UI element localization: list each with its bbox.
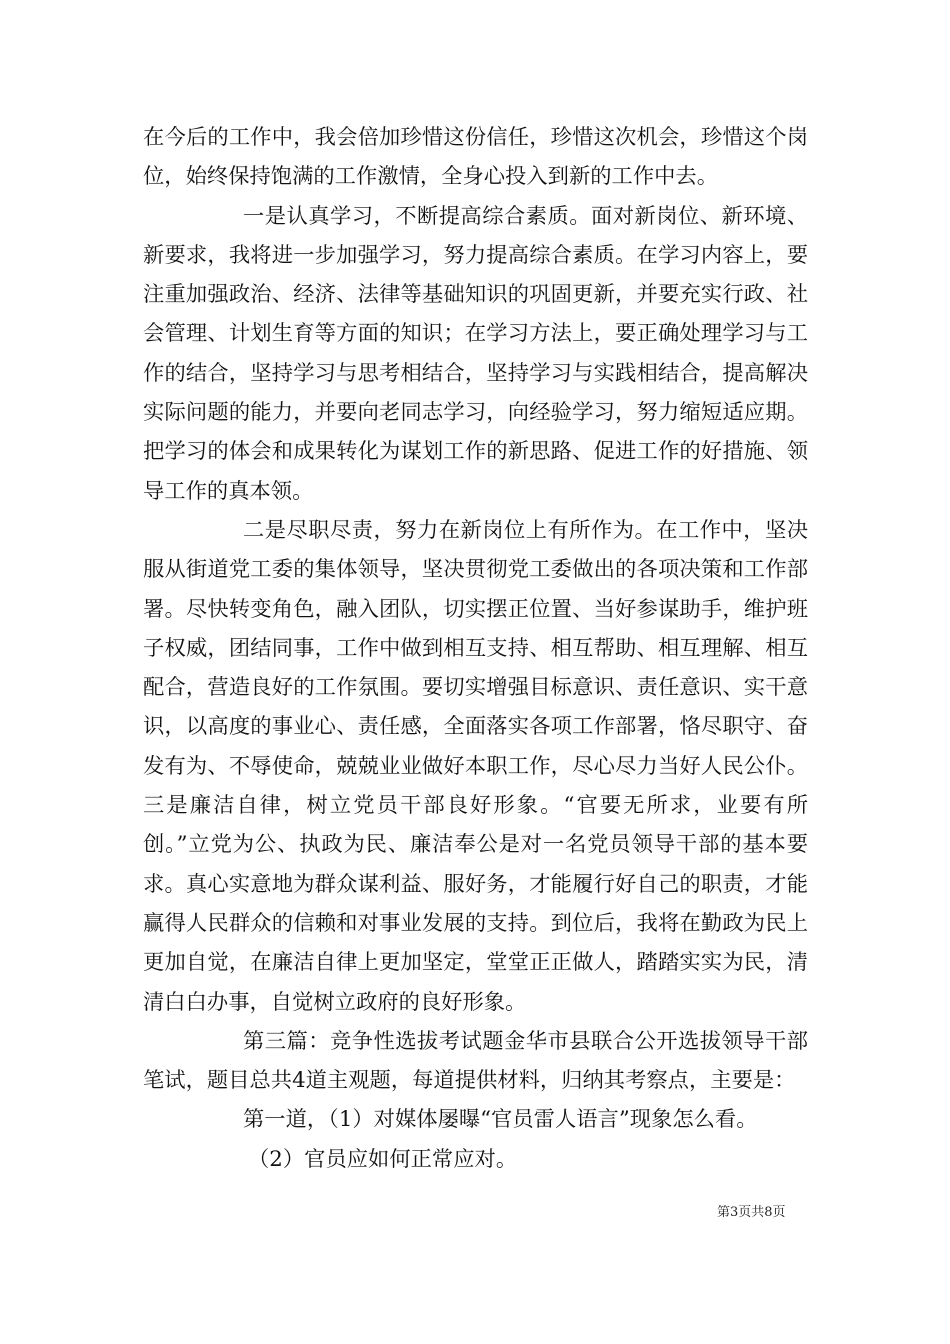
paragraph-question-one-part-two: （2）官员应如何正常应对。	[248, 1146, 518, 1172]
paragraph-study: 一是认真学习，不断提高综合素质。面对新岗位、新环境、新要求，我将进一步加强学习，努力提高综合素质。在学习内容上，要注重加强政治、经济、法律等基础知识的巩固更新，并要充实行政、社会管理、计划生育等方面的知识；在学习方法上，要正确处理学习与工作的结合，坚持学习与思考相结合，坚持学习与实践相结合，提高解决实际问题的能力，并要向老同志学习，向经验学习，努力缩短适应期。把学习的体会和成果转化为谋划工作的新思路、促进工作的好措施、领导工作的真本领。	[143, 203, 808, 504]
document-body	[143, 118, 808, 1179]
paragraph-question-one: 第一道，（1）对媒体屡曝“官员雷人语言”现象怎么看。	[243, 1107, 758, 1133]
paragraph-cherish-trust: 在今后的工作中，我会倍加珍惜这份信任，珍惜这次机会，珍惜这个岗位，始终保持饱满的工作激情，全身心投入到新的工作中去。	[143, 125, 808, 190]
paragraph-third-article: 第三篇：竞争性选拔考试题金华市县联合公开选拔领导干部笔试，题目总共4道主观题，每道提供材料，归纳其考察点，主要是：	[143, 1028, 808, 1094]
page-number: 第3页共8页	[717, 1205, 786, 1220]
paragraph-duty-integrity: 二是尽职尽责，努力在新岗位上有所作为。在工作中，坚决服从街道党工委的集体领导，坚决贯彻党工委做出的各项决策和工作部署。尽快转变角色，融入团队，切实摆正位置、当好参谋助手，维护班子权威，团结同事，工作中做到相互支持、相互帮助、相互理解、相互配合，营造良好的工作氛围。要切实增强目标意识、责任意识、实干意识，以高度的事业心、责任感，全面落实各项工作部署，恪尽职守、奋发有为、不辱使命，兢兢业业做好本职工作，尽心尽力当好人民公仆。三是廉洁自律，树立党员干部良好形象。“官要无所求，业要有所创。”立党为公、执政为民、廉洁奉公是对一名党员领导干部的基本要求。真心实意地为群众谋利益、服好务，才能履行好自己的职责，才能赢得人民群众的信赖和对事业发展的支持。到位后，我将在勤政为民上更加自觉，在廉洁自律上更加坚定，堂堂正正做人，踏踏实实为民，清清白白办事，自觉树立政府的良好形象。	[143, 517, 808, 1015]
